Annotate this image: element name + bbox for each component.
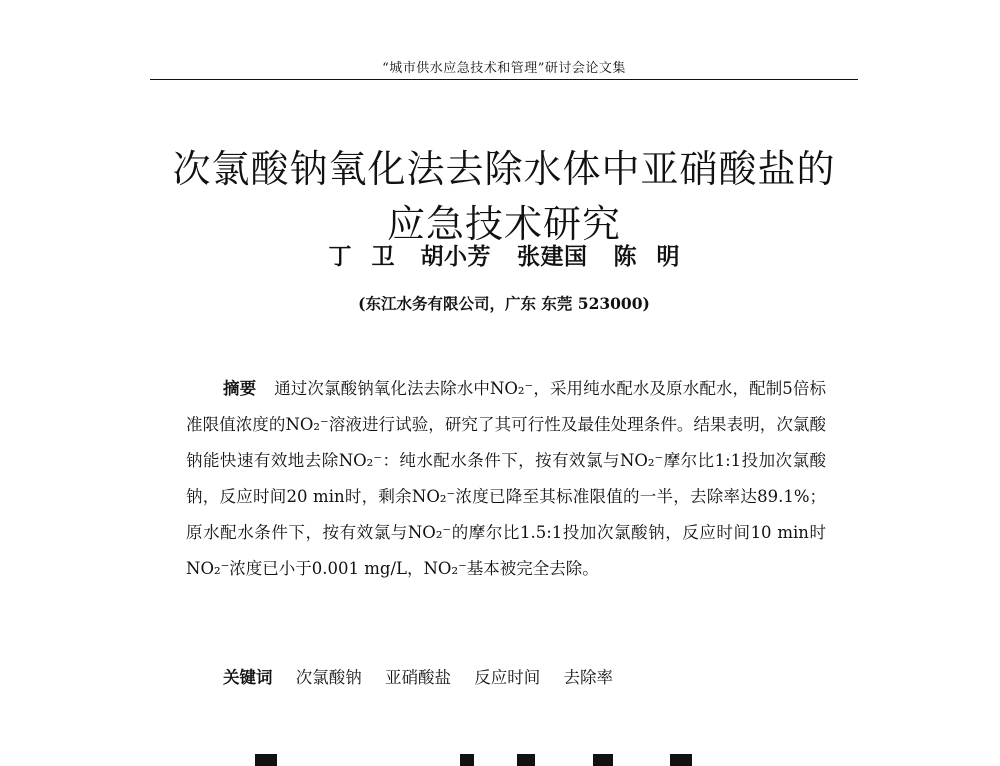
abstract-text: 通过次氯酸钠氧化法去除水中NO₂⁻，采用纯水配水及原水配水，配制5倍标准限值浓度的NO₂⁻溶液进行试验，研究了其可行性及最佳处理条件。结果表明，次氯酸钠能快速有效地去除NO₂⁻：纯水配水条件下，按有效氯与NO₂⁻摩尔比1:1投加次氯酸钠，反应时间20 min时，剩余NO₂⁻浓度已降至其标准限值的一半，去除率达89.1%；原水配水条件下，按有效氯与NO₂⁻的摩尔比1.5:1投加次氯酸钠，反应时间10 min时NO₂⁻浓度已小于0.001 mg/L，NO₂⁻基本被完全去除。 [186, 379, 826, 578]
abstract-label: 摘要 [223, 379, 257, 398]
author-name: 陈明 [613, 243, 700, 270]
paper-title-line-2: 应急技术研究 [386, 202, 621, 247]
keywords [223, 664, 631, 688]
abstract [186, 371, 826, 587]
keyword: 亚硝酸盐 [385, 668, 451, 687]
cut-off-section-heading [255, 742, 735, 766]
header-rule [150, 79, 858, 80]
author-name: 胡小芳 [420, 243, 491, 270]
affiliation: (东江水务有限公司，广东 东莞 523000) [358, 294, 650, 313]
keyword: 次氯酸钠 [295, 668, 362, 687]
author-name: 张建国 [517, 243, 588, 270]
keyword: 反应时间 [474, 668, 541, 687]
paper-title-line-1: 次氯酸钠氧化法去除水体中亚硝酸盐的 [172, 147, 836, 192]
keywords-label: 关键词 [223, 668, 273, 687]
keyword: 去除率 [563, 668, 613, 687]
author-name: 丁卫 [328, 243, 415, 270]
author-list [150, 238, 858, 271]
running-header: “城市供水应急技术和管理”研讨会论文集 [382, 61, 626, 76]
